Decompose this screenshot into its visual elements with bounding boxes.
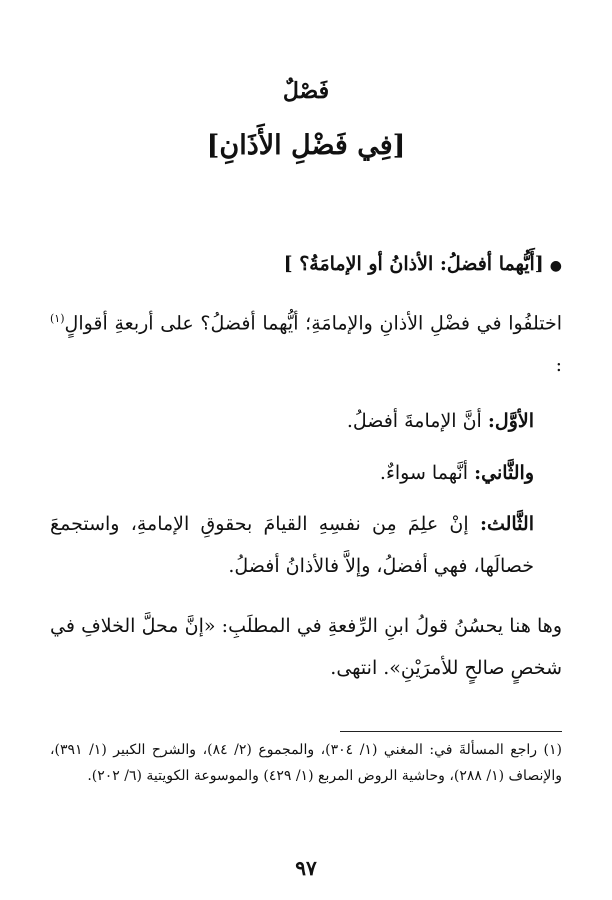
opinion-third: [50, 503, 534, 587]
page-number: ٩٧: [295, 856, 317, 880]
question-text: [أَيُّهما أفضلُ: الأذانُ أو الإمامَةُ؟ ]: [283, 253, 544, 275]
intro-text: اختلفُوا في فضْلِ الأذانِ والإمامَةِ؛ أيُّهما أفضلُ؟ على أربعةِ أقوالٍ: [64, 312, 562, 335]
opinion-label: والثَّاني:: [474, 462, 534, 484]
footnote-reference[interactable]: (١): [50, 312, 65, 325]
opinion-first: [50, 400, 534, 442]
chapter-title: [فِي فَضْلِ الأَذَانِ]: [206, 130, 406, 161]
intro-paragraph: [50, 298, 562, 386]
opinion-label: الثَّالث:: [479, 513, 534, 535]
footnote: [50, 737, 562, 789]
closing-paragraph: وها هنا يحسُنُ قولُ ابنِ الرِّفعةِ في المطلَبِ: «إنَّ محلَّ الخلافِ في شخصٍ صالحٍ للأمرَيْنِ». انتهى.: [50, 615, 562, 679]
opinion-text: إنْ علِمَ مِن نفسِهِ القيامَ بحقوقِ الإمامةِ، واستجمعَ خصالَها، فهي أفضلُ، وإلاَّ فالأذانُ أفضلُ.: [50, 513, 534, 577]
bullet-icon: ●: [549, 258, 562, 274]
footnote-divider: [340, 731, 562, 732]
opinion-label: الأوَّل:: [487, 410, 534, 432]
opinion-text: أنَّ الإمامةَ أفضلُ.: [346, 410, 482, 432]
opinion-second: [50, 452, 534, 494]
opinion-text: أنَّهما سواءٌ.: [379, 462, 469, 484]
footnote-number: (١): [543, 742, 563, 758]
section-heading: فَصْلٌ: [282, 78, 330, 104]
question-heading: [50, 243, 562, 287]
footnote-text: راجع المسألةَ في: المغني (١/ ٣٠٤)، والمجموع (٢/ ٨٤)، والشرح الكبير (١/ ٣٩١)، والإنصاف (١/ ٢٨٨)، وحاشية الروض المربع (١/ ٤٢٩) والموسوعة الكويتية (٦/ ٢٠٢).: [50, 742, 562, 784]
intro-tail: :: [555, 354, 562, 377]
